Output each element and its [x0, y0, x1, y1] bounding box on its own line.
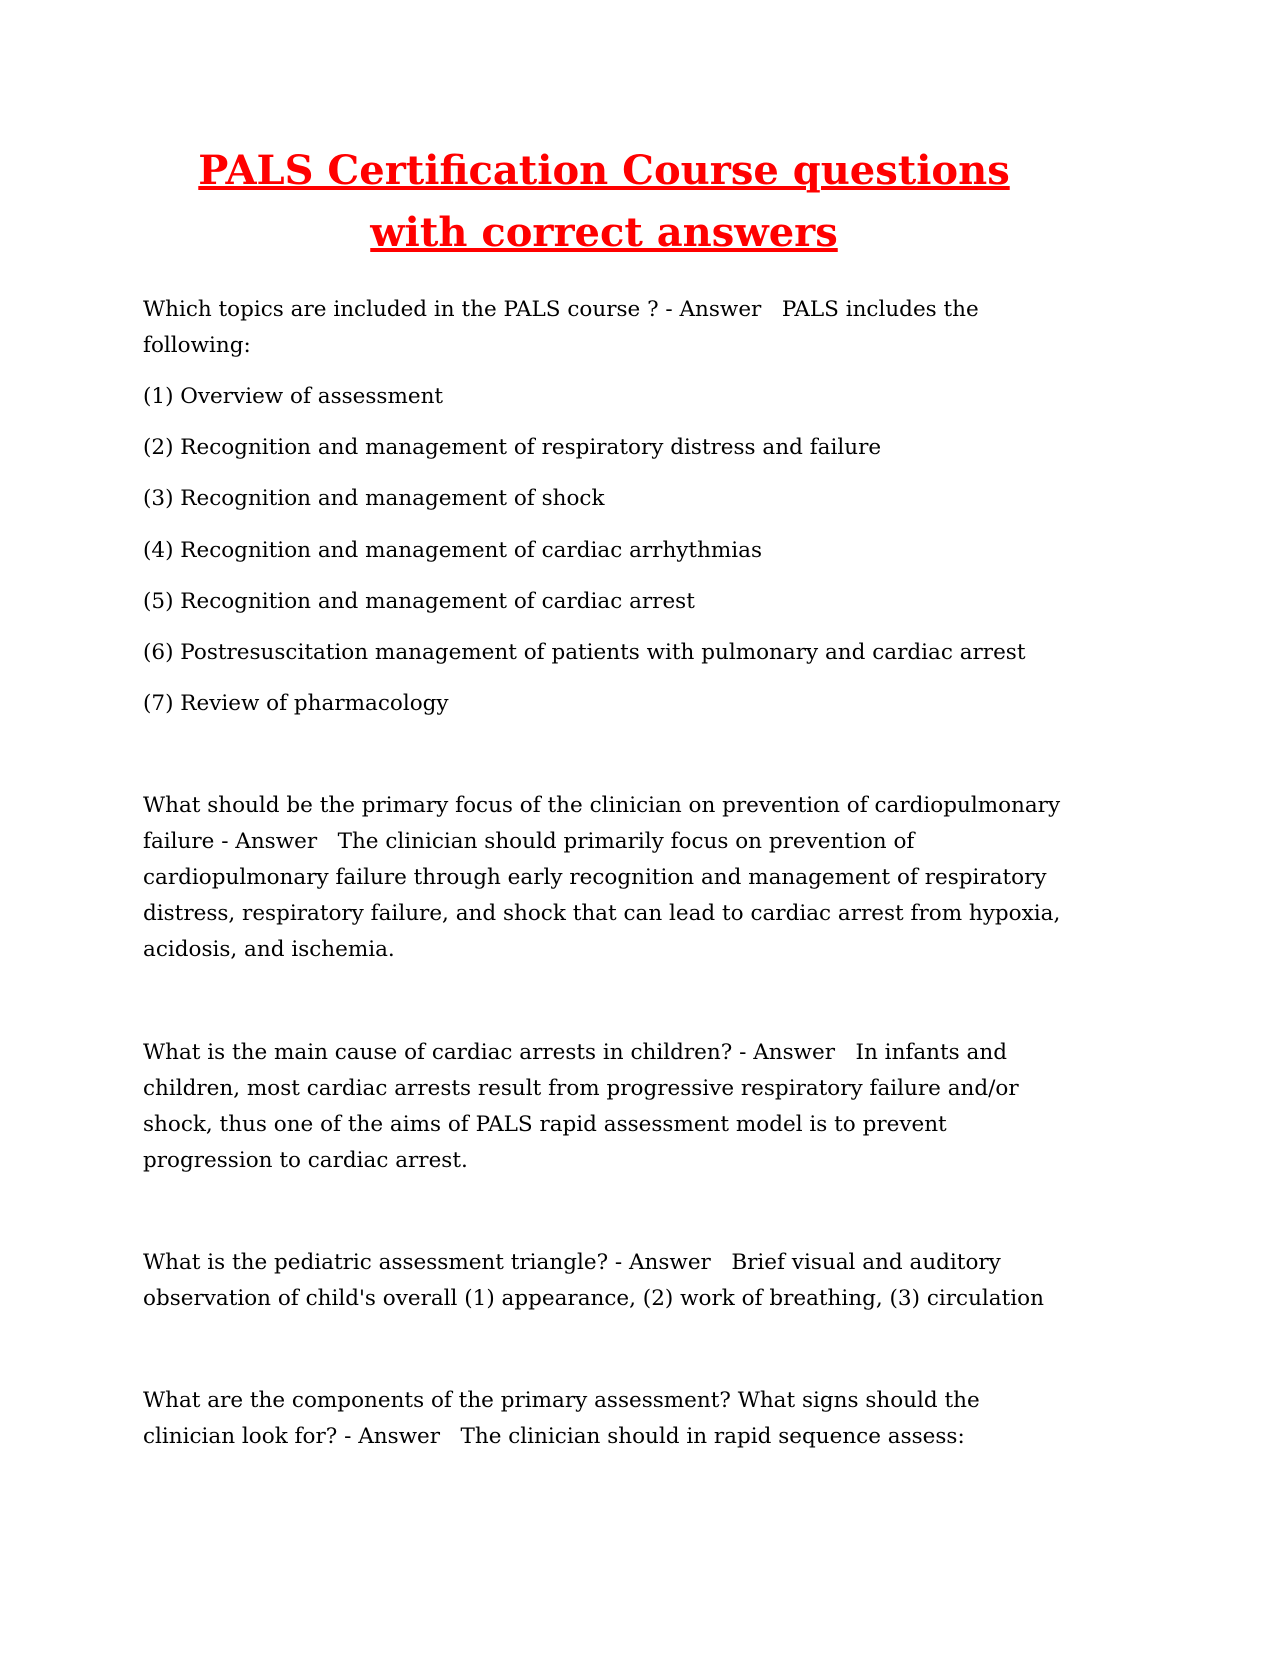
list-item-5: (5) Recognition and management of cardiac arrest [143, 588, 695, 614]
list-item-4: (4) Recognition and management of cardiac arrhythmias [143, 537, 763, 563]
paragraph-assessment-triangle: What is the pediatric assessment triangle? - Answer Brief visual and auditory observation of child's overall (1) appearance, (2) work of breathing, (3) circulation [143, 1249, 1044, 1312]
page-title: PALS Certification Course questions with correct answers [198, 147, 1010, 256]
list-item-2: (2) Recognition and management of respiratory distress and failure [143, 435, 882, 461]
list-item-7: (7) Review of pharmacology [143, 690, 449, 716]
paragraph-primary-focus: What should be the primary focus of the clinician on prevention of cardiopulmonary failure - Answer The clinician should primarily focus on prevention of cardiopulmonary failure through early recognition and management of respiratory distress, respiratory failure, and shock that can lead to cardiac arrest from hypoxia, acidosis, and ischemia. [143, 792, 1068, 963]
list-item-6: (6) Postresuscitation management of patients with pulmonary and cardiac arrest [143, 639, 1026, 665]
paragraph-primary-assessment-components: What are the components of the primary assessment? What signs should the clinician look for? - Answer The clinician should in rapid sequence assess: [143, 1388, 987, 1450]
paragraph-main-cause: What is the main cause of cardiac arrests in children? - Answer In infants and children, most cardiac arrests result from progressive respiratory failure and/or shock, thus one of the aims of PALS rapid assessment model is to prevent progression to cardiac arrest. [143, 1039, 1026, 1173]
list-item-1: (1) Overview of assessment [143, 384, 444, 410]
list-item-3: (3) Recognition and management of shock [143, 486, 605, 512]
paragraph-question-topics: Which topics are included in the PALS course ? - Answer PALS includes the following: [143, 297, 986, 359]
